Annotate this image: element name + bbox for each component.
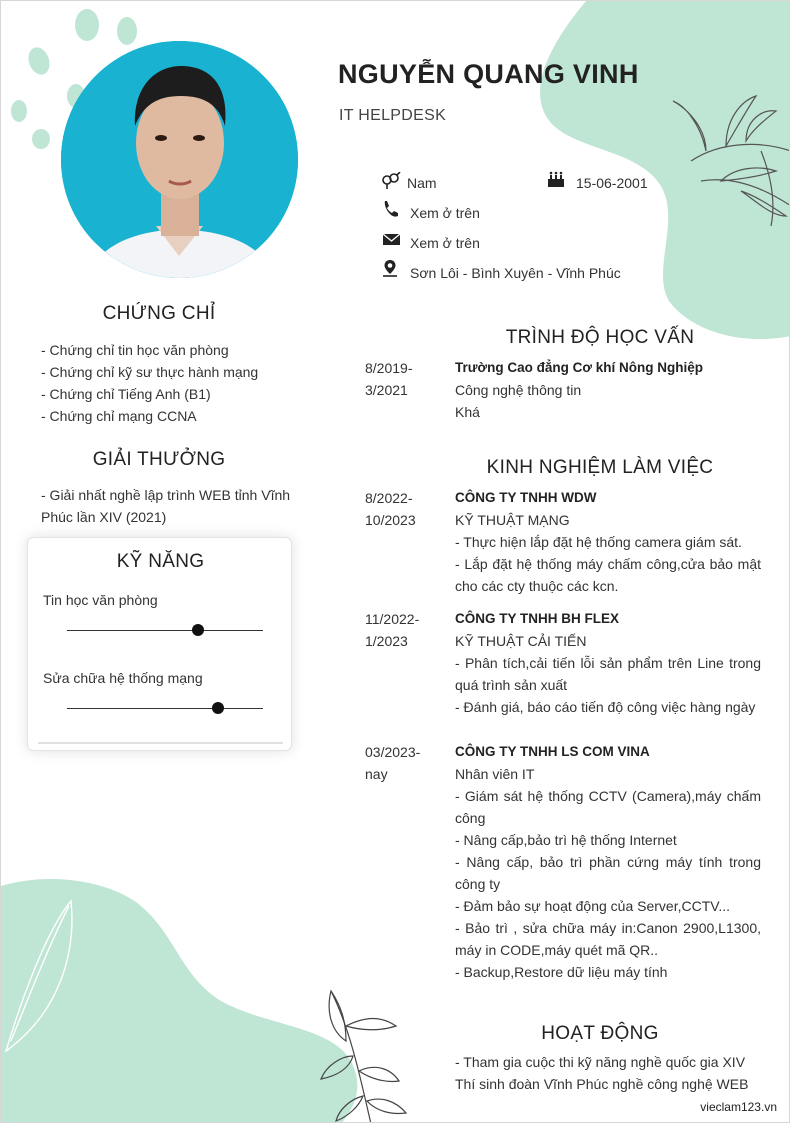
experience-entry (365, 487, 761, 597)
certificates-heading: CHỨNG CHỈ (102, 303, 216, 324)
experience-entry (365, 741, 761, 981)
duty-line: - Bảo trì , sửa chữa máy in:Canon 2900,L1300, máy in CODE,máy quét mã QR.. (455, 920, 761, 958)
birthday-value: 15-06-2001 (576, 175, 648, 191)
entry-date: 8/2019- 3/2021 (365, 360, 413, 398)
list-item: - Chứng chỉ kỹ sư thực hành mạng (41, 364, 259, 380)
info-birthday (546, 170, 686, 190)
activities-list (455, 1051, 765, 1095)
gender-value: Nam (407, 175, 437, 191)
experience-heading: KINH NGHIỆM LÀM VIỆC (486, 457, 714, 478)
location-icon (382, 259, 402, 277)
position: KỸ THUẬT MẠNG (455, 512, 570, 528)
grade: Khá (455, 404, 480, 420)
skill-slider-knob (192, 624, 204, 636)
cake-icon (546, 170, 566, 188)
list-item: Thí sinh đoàn Vĩnh Phúc nghề công nghệ WEB (455, 1076, 749, 1092)
candidate-name: NGUYỄN QUANG VINH (338, 59, 639, 89)
info-phone (382, 200, 582, 220)
education-entry (365, 357, 761, 427)
activities-heading: HOẠT ĐỘNG (541, 1023, 659, 1044)
major: Công nghệ thông tin (455, 382, 582, 398)
address-value: Sơn Lôi - Bình Xuyên - Vĩnh Phúc (410, 265, 621, 281)
duty-line: - Backup,Restore dữ liệu máy tính (455, 964, 668, 980)
awards-heading: GIẢI THƯỞNG (92, 449, 226, 470)
duty-line: - Đánh giá, báo cáo tiến độ công việc hàng ngày (455, 699, 756, 715)
watermark: vieclam123.vn (700, 1100, 777, 1114)
entry-body (455, 487, 761, 597)
job-title: IT HELPDESK (339, 107, 447, 124)
entry-body (455, 608, 761, 718)
duty-line: - Đảm bảo sự hoạt động của Server,CCTV... (455, 898, 730, 914)
skill-slider (67, 630, 263, 631)
entry-body (455, 741, 761, 983)
info-email (382, 231, 582, 251)
school-name: Trường Cao đẳng Cơ khí Nông Nghiệp (455, 360, 703, 375)
duty-line: - Giám sát hệ thống CCTV (Camera),máy chấm công (455, 788, 761, 826)
duty-line: - Lắp đặt hệ thống máy chấm công,cửa bảo mật cho các cty thuộc các kcn. (455, 556, 761, 594)
skills-heading: KỸ NĂNG (116, 551, 205, 572)
info-address (382, 259, 662, 281)
list-item: - Giải nhất nghề lập trình WEB tỉnh Vĩnh Phúc lần XIV (2021) (41, 487, 291, 525)
education-heading: TRÌNH ĐỘ HỌC VẤN (505, 327, 695, 348)
company-name: CÔNG TY TNHH LS COM VINA (455, 744, 650, 759)
skills-card (27, 537, 292, 751)
list-item: - Chứng chỉ tin học văn phòng (41, 342, 229, 358)
list-item: - Chứng chỉ mạng CCNA (41, 408, 197, 424)
skill-slider (67, 708, 263, 709)
mail-icon (382, 231, 402, 249)
entry-date: 8/2022- 10/2023 (365, 490, 416, 528)
entry-date: 03/2023- nay (365, 744, 421, 782)
entry-date: 11/2022- 1/2023 (365, 611, 420, 649)
company-name: CÔNG TY TNHH BH FLEX (455, 611, 620, 626)
duty-line: - Thực hiện lắp đặt hệ thống camera giám sát. (455, 534, 742, 550)
list-item: - Tham gia cuộc thi kỹ năng nghề quốc gia XIV (455, 1054, 746, 1070)
duty-line: - Nâng cấp,bảo trì hệ thống Internet (455, 832, 677, 848)
skill-label: Sửa chữa hệ thống mạng (43, 670, 203, 686)
avatar (61, 41, 298, 278)
list-item: - Chứng chỉ Tiếng Anh (B1) (41, 386, 211, 402)
company-name: CÔNG TY TNHH WDW (455, 490, 597, 505)
gender-icon (381, 172, 401, 190)
duty-line: - Phân tích,cải tiến lỗi sản phẩm trên Line trong quá trình sản xuất (455, 655, 761, 693)
entry-body (455, 357, 761, 423)
position: KỸ THUẬT CẢI TIẾN (455, 633, 587, 649)
skill-label: Tin học văn phòng (43, 592, 158, 608)
position: Nhân viên IT (455, 766, 535, 782)
skills-card-body (38, 548, 283, 742)
certificates-list (41, 339, 301, 427)
experience-entry (365, 608, 761, 738)
email-value: Xem ở trên (410, 235, 480, 251)
info-gender (381, 172, 531, 192)
phone-icon (382, 200, 402, 218)
phone-value: Xem ở trên (410, 205, 480, 221)
duty-line: - Nâng cấp, bảo trì phần cứng máy tính trong công ty (455, 854, 761, 892)
skill-slider-knob (212, 702, 224, 714)
awards-list (41, 484, 299, 528)
